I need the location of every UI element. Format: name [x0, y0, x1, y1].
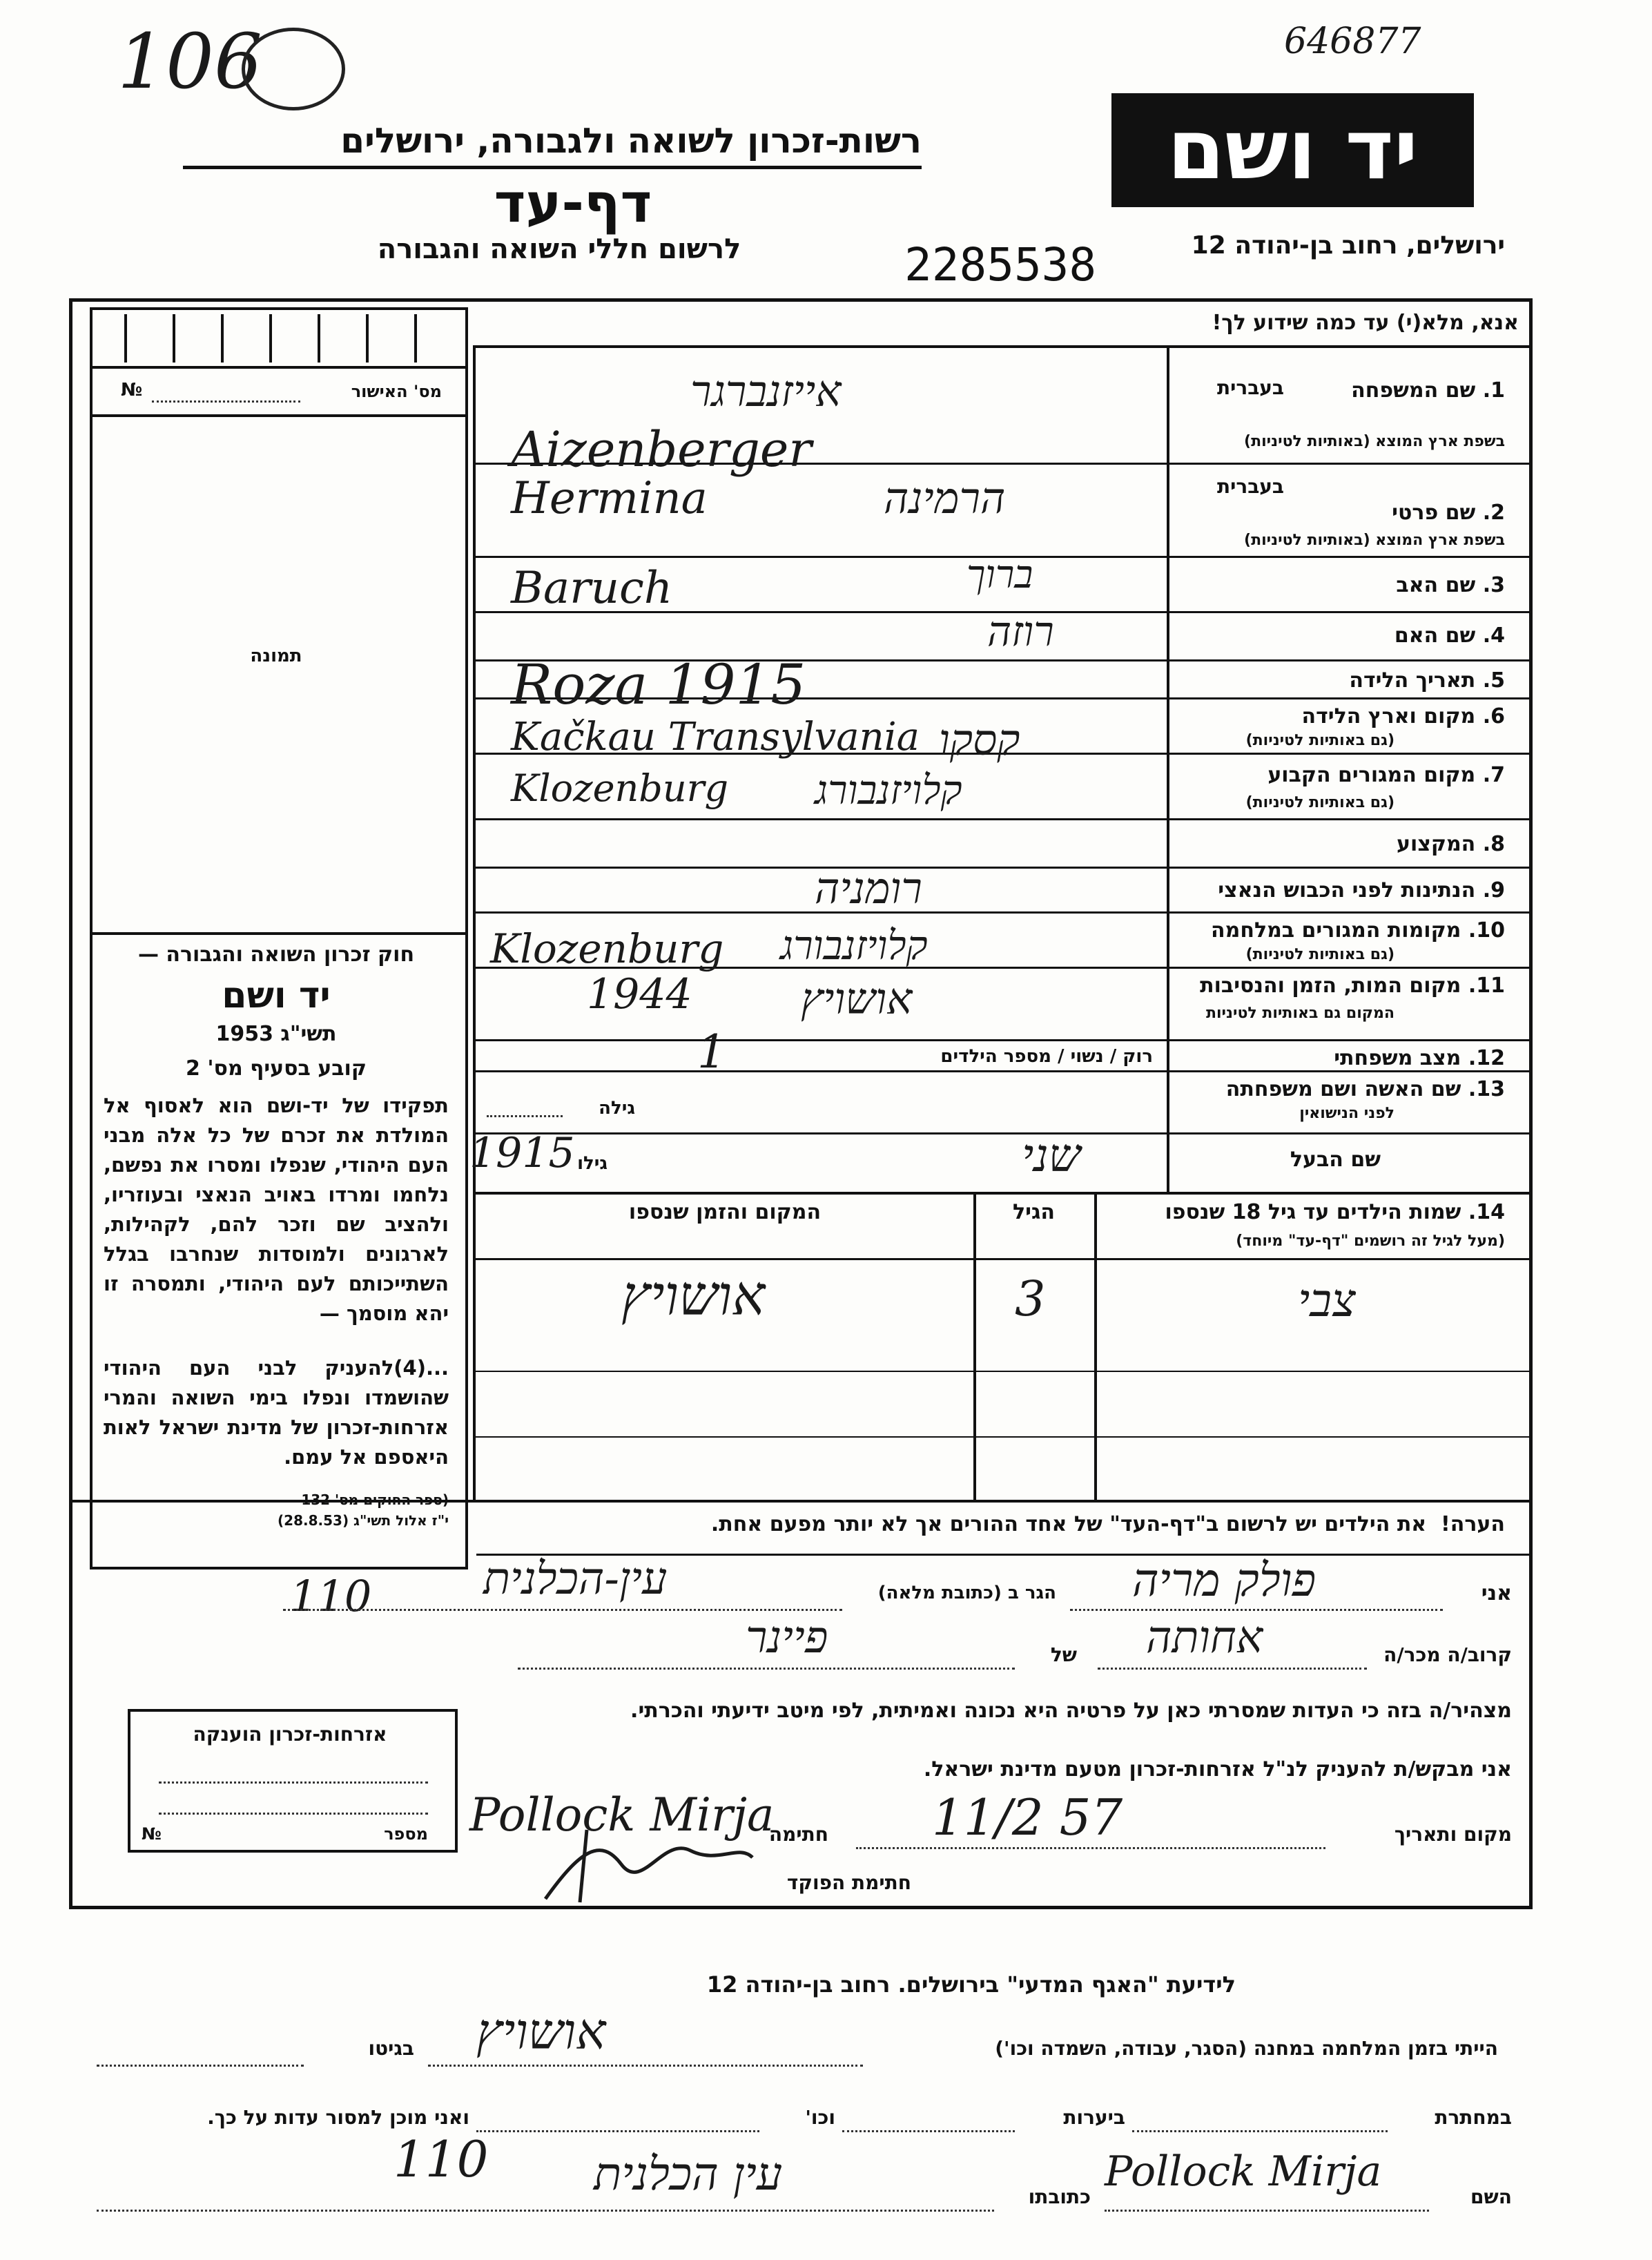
- children-col-divider-2: [1094, 1192, 1097, 1503]
- field-7-label: 7. מקום המגורים הקבוע: [1267, 763, 1505, 787]
- children-col-age: הגיל: [1013, 1200, 1055, 1224]
- firstname-hebrew-value: הרמינה: [884, 473, 1006, 523]
- mother-hebrew-value: רוזה: [987, 608, 1054, 656]
- death-year-value: 1944: [587, 970, 692, 1018]
- firstname-latin-value: Hermina: [511, 473, 708, 524]
- approval-ticks: [97, 314, 456, 369]
- field-6-label: 6. מקום וארץ הלידה: [1301, 704, 1505, 728]
- children-title: 14. שמות הילדים עד גיל 18 שנספו: [1165, 1200, 1505, 1224]
- bottom-forest-label: ביערות: [1063, 2106, 1125, 2129]
- bottom-etc-label: וכו': [805, 2106, 835, 2129]
- bottom-etc-line: [476, 2130, 759, 2132]
- row-line-8: [473, 867, 1533, 869]
- declarant-address-value: עין-הכלנית: [483, 1554, 668, 1605]
- remark-text: את הילדים יש לרשום ב"דף-העד" של אחד ההורים אך לא יותר מפעם אחת.: [710, 1512, 1427, 1536]
- declaration-i-label: אני: [1481, 1581, 1512, 1605]
- field-2-hebrew-tag: בעברית: [1216, 475, 1284, 498]
- father-hebrew-value: ברוך: [966, 552, 1033, 597]
- place-date-line: [856, 1847, 1325, 1849]
- yad-vashem-logo: יד ושם: [1111, 93, 1474, 207]
- field-5-label: 5. תאריך הלידה: [1349, 668, 1505, 693]
- address-header: ירושלים, רחוב בן-יהודה 12: [1191, 231, 1505, 260]
- children-left-border: [473, 1192, 476, 1503]
- place-date-label: מקום ותאריך: [1394, 1823, 1512, 1846]
- citizenship-number-label: מספר: [384, 1824, 428, 1844]
- field-3-label: 3. שם האב: [1396, 573, 1505, 597]
- law-name: יד ושם: [222, 975, 331, 1016]
- bottom-camp-value: אושויץ: [476, 2002, 606, 2060]
- declaration-statement: מצהיר/ה בזה כי העדות שמסרתי כאן על פרטיה היא נכונה ואמיתית, לפי מיטב ידיעתי והכרתי.: [630, 1699, 1512, 1723]
- children-note: (מעל לגיל זה רושמים "דף-עד" מיוחד): [1236, 1233, 1505, 1250]
- handwritten-circle: [242, 28, 345, 110]
- child-place-value: אושויץ: [621, 1264, 766, 1328]
- form-subtitle: לרשום חללי השואה והגבורה: [377, 233, 741, 265]
- bottom-heading: לידיעת "האגף המדעי" בירושלים. רחוב בן-יהודה 12: [706, 1971, 1236, 1998]
- declarant-address-number: 110: [290, 1571, 372, 1621]
- husband-age-value: 1915: [469, 1129, 575, 1177]
- frame-bottom: [69, 1906, 1533, 1909]
- husband-name-label: שם הבעל: [1290, 1148, 1381, 1172]
- citizenship-line-2: [159, 1813, 428, 1815]
- children-row-line-2: [473, 1436, 1533, 1438]
- bottom-address-value: עין הכלנית: [594, 2147, 783, 2201]
- wife-age-label: גילה: [599, 1098, 635, 1119]
- bottom-testimony-text: ואני מוכן למסור עדות על כך.: [207, 2106, 469, 2129]
- nationality-value: רומניה: [815, 863, 922, 914]
- photo-divider: [90, 414, 465, 417]
- official-signature-label: חתימת הפוקד: [786, 1871, 911, 1894]
- field-8-label: 8. המקצוע: [1396, 832, 1505, 856]
- death-place-value: אושויץ: [801, 974, 913, 1024]
- residence-hebrew-value: קלויזנבורג: [815, 766, 962, 813]
- bottom-ghetto-line: [97, 2065, 304, 2067]
- fill-instruction: אנא, מלא(י) עד כמה שידוע לך!: [1212, 311, 1519, 335]
- birthdate-value: Roza 1915: [511, 653, 806, 717]
- frame-top: [69, 298, 1533, 302]
- field-6-sub: (גם באותיות לטיניות): [1245, 732, 1395, 749]
- declarant-address-line: [283, 1609, 842, 1611]
- law-footnote-2: י"ז אלול תשי"ג (28.8.53): [278, 1512, 449, 1529]
- field-7-sub: (גם באותיות לטיניות): [1245, 794, 1395, 811]
- bottom-name-line: [1105, 2210, 1429, 2212]
- grid-left-border: [473, 345, 476, 1195]
- birthplace-hebrew-value: קסקו: [939, 715, 1020, 765]
- row-line-12: [473, 1070, 1533, 1072]
- field-1-label: 1. שם המשפחה: [1351, 378, 1505, 403]
- field-10-label: 10. מקומות המגורים במלחמה: [1211, 918, 1505, 943]
- field-11-label: 11. מקום המות, הזמן והנסיבות: [1200, 974, 1505, 998]
- child-name-value: צבי: [1298, 1274, 1356, 1327]
- declarant-signature: Pollock Mirja: [469, 1788, 775, 1842]
- of-line: [518, 1668, 1015, 1670]
- row-line-9: [473, 911, 1533, 914]
- relation-value: אחותה: [1146, 1612, 1263, 1663]
- handwritten-file-number: 106: [117, 17, 262, 106]
- law-body: תפקידו של יד-ושם הוא לאסוף אל המולדת את זכרם של כל אלה מבני העם היהודי, שנפלו ומסרו את נפשם, נלחמו ומרדו באויב הנאצי ובעוזריו, ולהציב שם וזכר להם, לקהילות, לארגונים ולמוסדות שנחרבו בגלל השתייכותם לעם היהודי, ותמסרה זו יהא מוסמך —: [104, 1094, 449, 1325]
- field-4-label: 4. שם האם: [1394, 624, 1505, 648]
- citizenship-title: אזרחות-זכרון הוענקה: [193, 1723, 387, 1746]
- field-10-sub: (גם באותיות לטיניות): [1245, 946, 1395, 963]
- row-line-14: [473, 1192, 1533, 1195]
- bottom-underground-line: [1132, 2130, 1388, 2132]
- citizenship-num-label: №: [142, 1824, 162, 1844]
- remark-row: [483, 1512, 1505, 1536]
- field-1-sub: בשפת ארץ המוצא (באותיות לטיניות): [1244, 433, 1505, 450]
- residence-label: הגר ב (כתובת מלאה): [877, 1583, 1056, 1603]
- relation-line: [1098, 1668, 1367, 1670]
- row-line-7: [473, 818, 1533, 820]
- of-value: פיינר: [746, 1612, 828, 1663]
- declarant-name-value: פולק מריה: [1132, 1554, 1316, 1607]
- children-count-value: 1: [697, 1025, 726, 1079]
- children-col-place: המקום והזמן שנספו: [628, 1200, 822, 1224]
- approval-num-label: №: [121, 380, 143, 400]
- bottom-name-label: השם: [1470, 2185, 1512, 2208]
- bottom-line1-text: הייתי בזמן המלחמה במחנה (הסגר, עבודה, השמדה וכו'): [995, 2037, 1498, 2060]
- husband-name-value: שני: [1022, 1129, 1081, 1182]
- field-2-label: 2. שם פרטי: [1392, 501, 1505, 525]
- form-serial-number: 2285538: [904, 238, 1097, 291]
- row-line-11: [473, 1039, 1533, 1041]
- approval-label: מס' האישור: [351, 382, 442, 401]
- field-12-label: 12. מצב משפחתי: [1334, 1046, 1505, 1070]
- wartime-place-latin-value: Klozenburg: [490, 925, 724, 972]
- field-13-sub: לפני הנישואין: [1299, 1105, 1395, 1122]
- handwritten-archive-number: 646877: [1284, 21, 1421, 62]
- field-2-sub: בשפת ארץ המוצא (באותיות לטיניות): [1244, 532, 1505, 549]
- official-signature-scribble: [538, 1823, 759, 1906]
- child-age-value: 3: [1015, 1271, 1046, 1327]
- father-latin-value: Baruch: [511, 563, 673, 614]
- law-clause: ...(4)להעניק לבני העם היהודי שהושמדו ונפלו בימי השואה והמרי אזרחות-זכרון של מדינת ישראל לאות היאספם אל עמם.: [104, 1356, 449, 1469]
- relation-label: קרוב/ה מכר/ה: [1383, 1643, 1512, 1666]
- residence-latin-value: Klozenburg: [511, 766, 729, 810]
- citizenship-request: אני מבקש/ת להעניק לנ"ל אזרחות-זכרון מטעם מדינת ישראל.: [923, 1757, 1512, 1781]
- frame-left: [69, 298, 72, 1907]
- bottom-name-value: Pollock Mirja: [1105, 2147, 1382, 2196]
- husband-age-label: גילו: [577, 1153, 608, 1174]
- children-row-line-1: [473, 1371, 1533, 1372]
- field-13-label: 13. שם האשה ושם משפחתה: [1225, 1077, 1505, 1101]
- children-header-line: [473, 1258, 1533, 1260]
- children-col-divider-1: [973, 1192, 976, 1503]
- declarant-name-line: [1070, 1609, 1443, 1611]
- marital-status-options: רוק / נשוי / מספר הילדים: [940, 1046, 1153, 1067]
- bottom-underground-label: במחתרת: [1435, 2106, 1512, 2129]
- approval-line: [152, 400, 300, 403]
- bottom-camp-line: [428, 2065, 863, 2067]
- law-heading: חוק זכרון השואה והגבורה —: [137, 943, 415, 967]
- law-section: קובע בסעיף מס' 2: [186, 1056, 367, 1081]
- of-label: של: [1050, 1643, 1077, 1666]
- grid-top-border: [473, 345, 1533, 348]
- title-underline: [183, 166, 922, 169]
- bottom-address-label: כתובתו: [1028, 2185, 1091, 2208]
- bottom-ghetto-label: בגיטו: [368, 2037, 414, 2060]
- field-9-label: 9. הנתינות לפני הכבוש הנאצי: [1218, 878, 1505, 902]
- citizenship-line-1: [159, 1781, 428, 1784]
- law-divider: [90, 932, 465, 935]
- authority-title: רשות-זכרון לשואה ולגבורה, ירושלים: [340, 121, 922, 161]
- field-1-hebrew-tag: בעברית: [1216, 376, 1284, 399]
- approval-divider: [90, 366, 465, 369]
- frame-right: [1529, 298, 1533, 1907]
- bottom-forest-line: [842, 2130, 1015, 2132]
- children-bottom-line: [69, 1500, 1533, 1503]
- row-line-13: [473, 1132, 1533, 1134]
- grid-label-divider: [1167, 345, 1169, 1195]
- birthplace-latin-value: Kačkau Transylvania: [511, 715, 920, 760]
- surname-latin-value: Aizenberger: [511, 421, 812, 478]
- place-date-value: 11/2 57: [932, 1788, 1123, 1846]
- wartime-place-hebrew-value: קלויזנבורג: [780, 922, 928, 969]
- field-11-sub: המקום גם באותיות לטיניות: [1205, 1005, 1395, 1022]
- wife-age-line: [487, 1115, 563, 1117]
- form-title: דף-עד: [494, 173, 652, 235]
- signature-label: חתימה: [768, 1823, 828, 1846]
- photo-label: תמונה: [250, 646, 302, 666]
- remark-label: הערה!: [1441, 1512, 1505, 1536]
- bottom-address-line: [97, 2210, 994, 2212]
- law-year: תשי"ג 1953: [215, 1022, 337, 1046]
- bottom-address-number: 110: [393, 2130, 489, 2188]
- surname-hebrew-value: אייזנברגר: [690, 366, 842, 416]
